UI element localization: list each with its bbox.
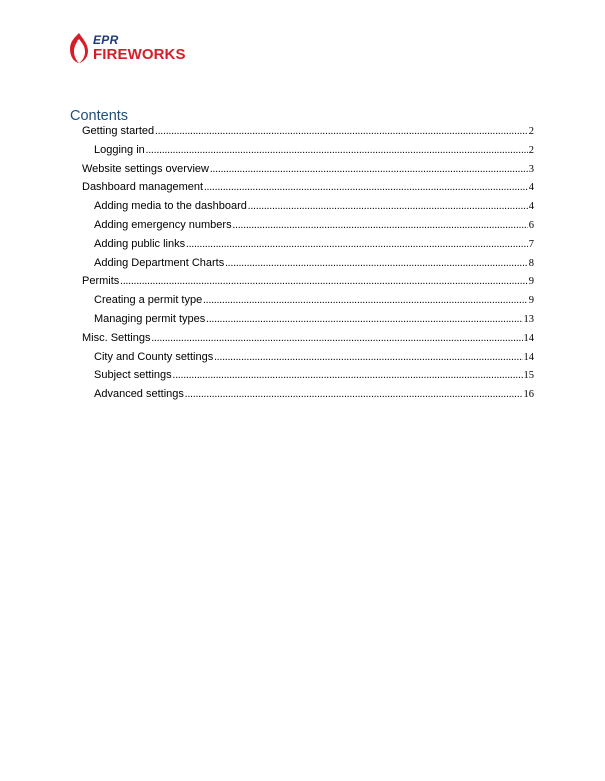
toc-page-number: 16 — [523, 389, 534, 401]
toc-page-number: 13 — [523, 313, 534, 325]
toc-entry-title[interactable]: Website settings overview — [82, 162, 209, 175]
toc-entry[interactable] — [82, 351, 534, 370]
logo-wordmark — [93, 32, 186, 62]
toc-entry-title[interactable]: Adding Department Charts — [94, 256, 225, 269]
toc-entry-title[interactable]: City and County settings — [94, 350, 214, 363]
toc-entry-title[interactable]: Getting started — [82, 125, 155, 137]
toc-page-number: 8 — [528, 257, 534, 269]
toc-entry[interactable] — [82, 294, 534, 313]
toc-dot-leader — [151, 333, 522, 344]
toc-page-number: 3 — [528, 163, 534, 175]
toc-entry[interactable] — [82, 163, 534, 182]
toc-entry[interactable] — [82, 275, 534, 294]
toc-entry[interactable] — [82, 219, 534, 238]
toc-entry-title[interactable]: Adding emergency numbers — [94, 218, 232, 231]
toc-dot-leader — [185, 389, 523, 400]
toc-page-number: 2 — [528, 144, 534, 156]
flame-logo-icon — [68, 32, 90, 64]
company-logo — [68, 32, 186, 64]
toc-entry[interactable] — [82, 332, 534, 351]
toc-dot-leader — [204, 182, 528, 193]
toc-dot-leader — [233, 220, 528, 231]
toc-entry[interactable] — [82, 125, 534, 144]
toc-dot-leader — [155, 126, 528, 137]
toc-entry[interactable] — [82, 257, 534, 276]
logo-epr-text: EPR — [93, 33, 119, 47]
toc-entry[interactable] — [82, 313, 534, 332]
toc-dot-leader — [203, 295, 528, 306]
toc-entry-title[interactable]: Adding public links — [94, 237, 186, 250]
logo-fireworks-text: FIREWORKS — [93, 46, 186, 63]
toc-entry-title[interactable]: Adding media to the dashboard — [94, 200, 247, 213]
toc-entry-title[interactable]: Permits — [82, 275, 120, 288]
toc-page-number: 4 — [528, 182, 534, 194]
toc-entry-title[interactable]: Misc. Settings — [82, 331, 151, 344]
toc-dot-leader — [210, 164, 528, 175]
toc-entry[interactable] — [82, 144, 534, 163]
toc-page-number: 9 — [528, 295, 534, 307]
toc-dot-leader — [173, 370, 523, 381]
toc-dot-leader — [225, 258, 528, 269]
toc-entry[interactable] — [82, 388, 534, 407]
toc-page-number: 9 — [528, 276, 534, 288]
toc-dot-leader — [186, 239, 528, 250]
toc-entry-title[interactable]: Advanced settings — [94, 388, 184, 401]
toc-dot-leader — [214, 352, 522, 363]
toc-page-number: 15 — [523, 370, 534, 382]
toc-page-number: 14 — [523, 332, 534, 344]
toc-dot-leader — [146, 145, 528, 156]
toc-entry[interactable] — [82, 369, 534, 388]
toc-entry[interactable] — [82, 181, 534, 200]
toc-page-number: 7 — [528, 238, 534, 250]
table-of-contents — [82, 125, 534, 407]
toc-entry-title[interactable]: Managing permit types — [94, 312, 206, 325]
toc-page-number: 2 — [528, 126, 534, 137]
toc-dot-leader — [206, 314, 522, 325]
toc-entry-title[interactable]: Creating a permit type — [94, 294, 203, 307]
toc-entry-title[interactable]: Dashboard management — [82, 181, 204, 194]
toc-entry[interactable] — [82, 238, 534, 257]
toc-page-number: 14 — [523, 351, 534, 363]
toc-page-number: 6 — [528, 219, 534, 231]
toc-entry-title[interactable]: Logging in — [94, 143, 145, 156]
toc-dot-leader — [120, 276, 527, 287]
toc-entry-title[interactable]: Subject settings — [94, 369, 172, 382]
toc-heading: Contents — [70, 108, 129, 124]
toc-entry[interactable] — [82, 200, 534, 219]
toc-dot-leader — [248, 201, 528, 212]
toc-page-number: 4 — [528, 201, 534, 213]
